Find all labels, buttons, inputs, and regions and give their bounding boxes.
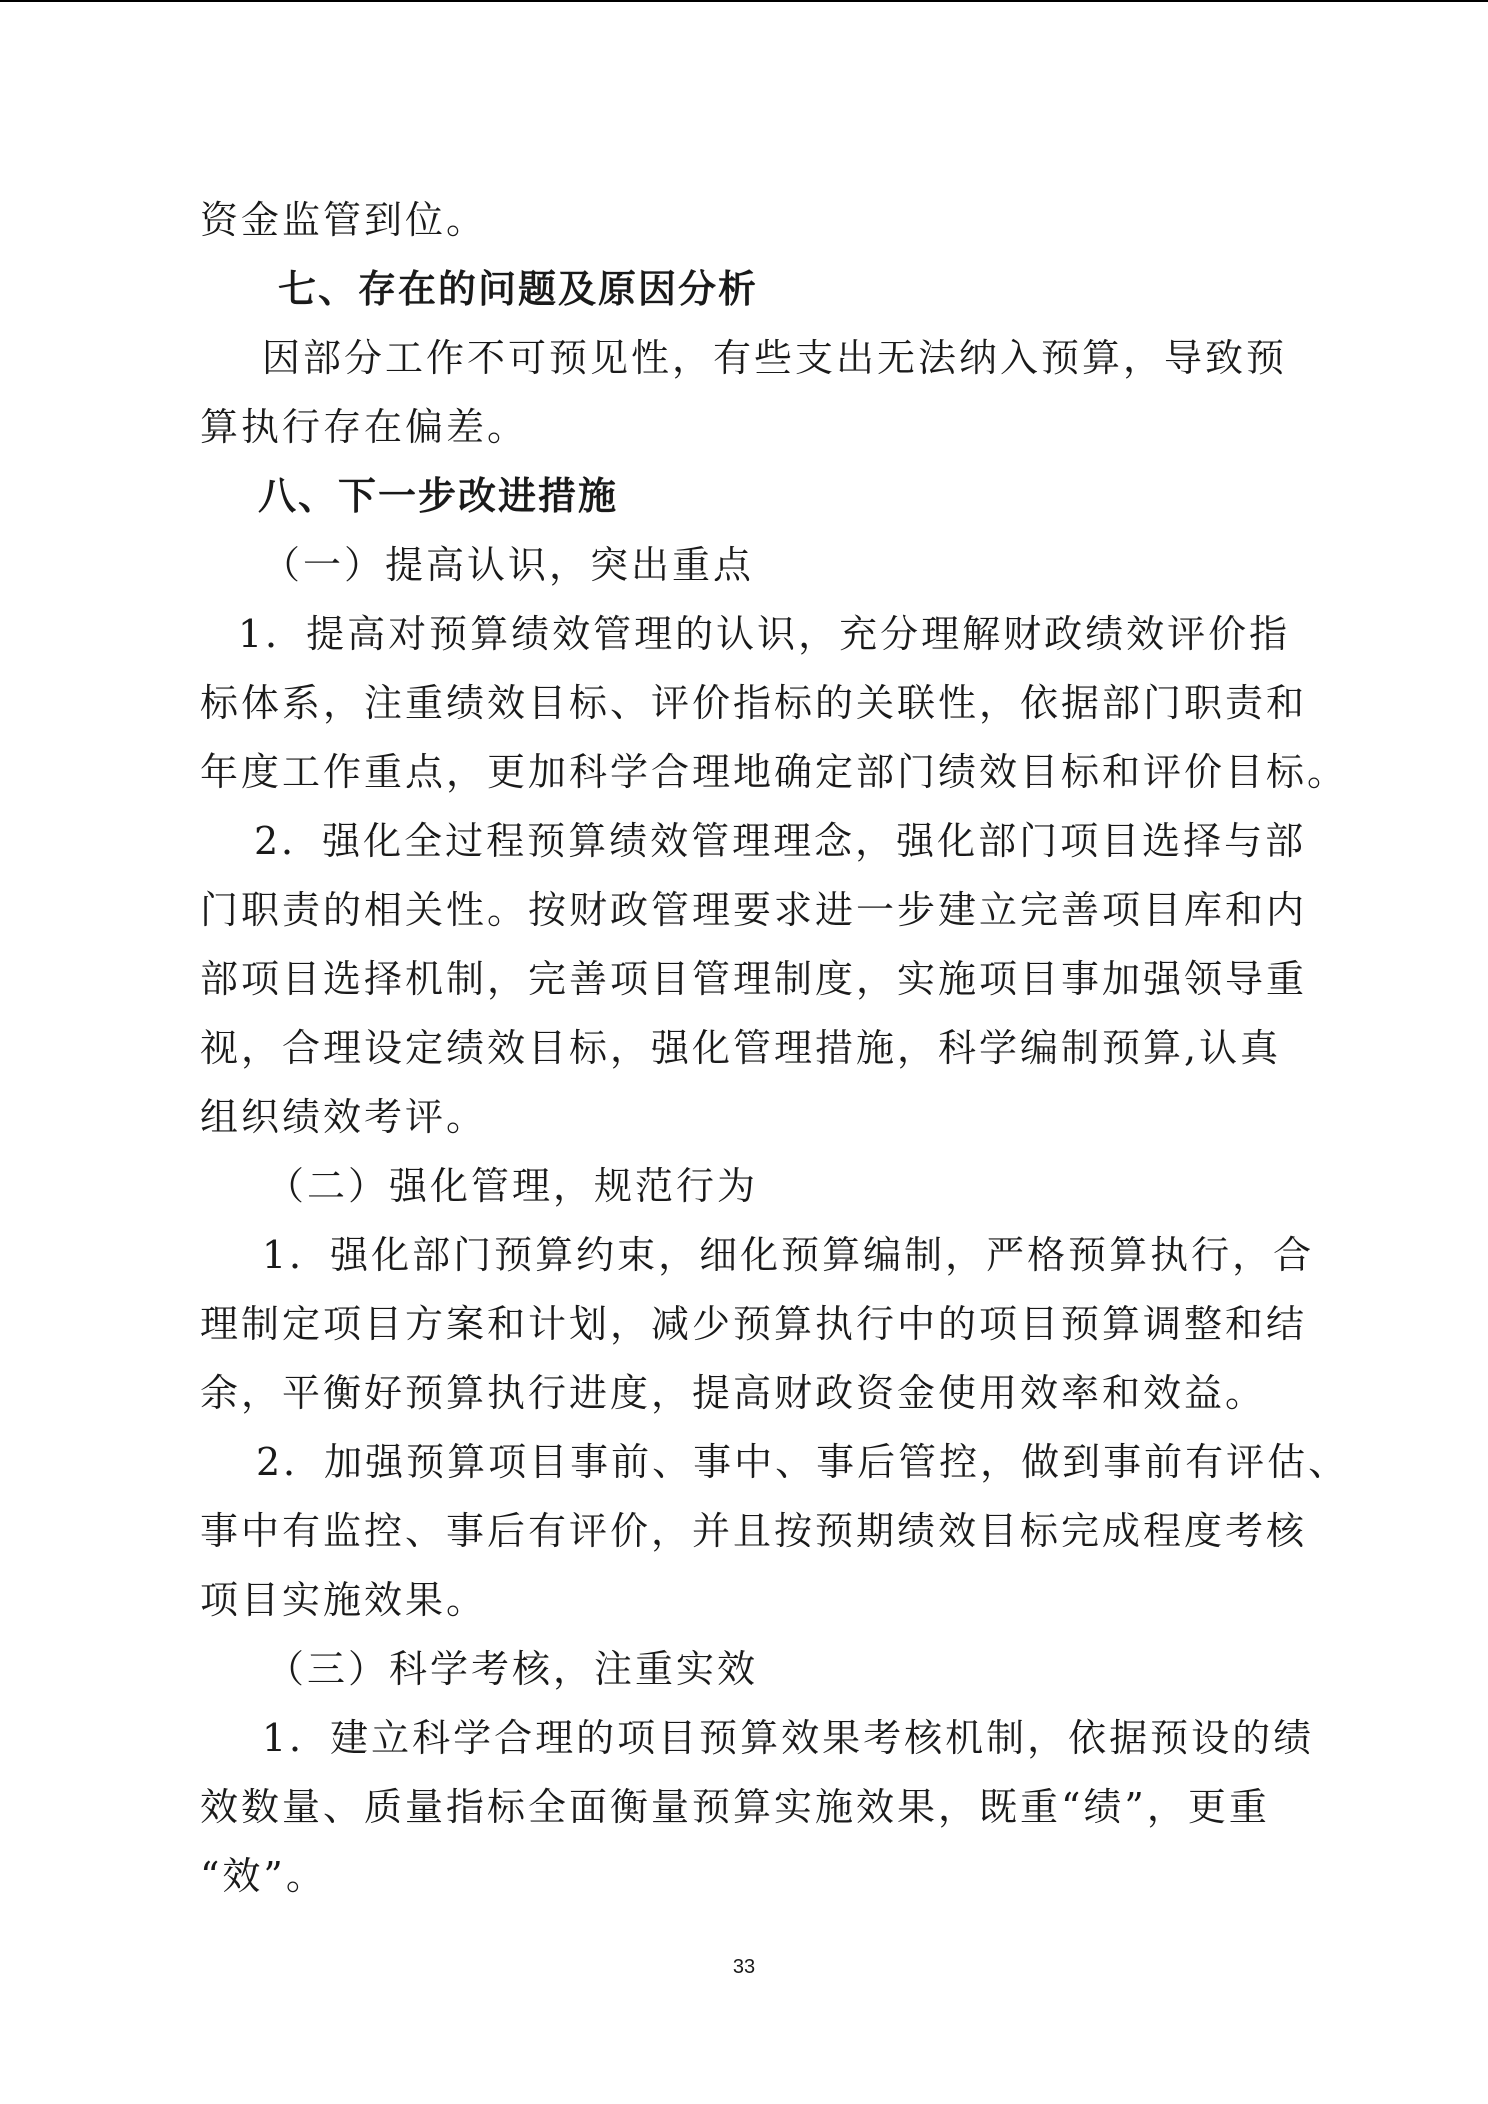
page-number: 33 [732,1956,756,1978]
body-text-line: “效”。 [200,1854,327,1898]
subsection-heading-one: （一）提高认识，突出重点 [262,543,755,587]
body-text-line: 1．提高对预算绩效管理的认识，充分理解财政绩效评价指 [238,612,1291,656]
body-text-line: 资金监管到位。 [200,198,488,242]
body-text-line: 1．强化部门预算约束，细化预算编制，严格预算执行，合 [262,1233,1315,1277]
body-text-line: 部项目选择机制，完善项目管理制度，实施项目事加强领导重 [200,957,1308,1001]
subsection-heading-two: （二）强化管理，规范行为 [266,1164,759,1208]
body-text-line: 年度工作重点，更加科学合理地确定部门绩效目标和评价目标。 [200,750,1349,794]
body-text-line: 门职责的相关性。按财政管理要求进一步建立完善项目库和内 [200,888,1308,932]
body-text-line: 视，合理设定绩效目标，强化管理措施，科学编制预算,认真 [200,1026,1282,1070]
body-text-line: 理制定项目方案和计划，减少预算执行中的项目预算调整和结 [200,1302,1308,1346]
body-text-line: 因部分工作不可预见性，有些支出无法纳入预算，导致预 [262,336,1288,380]
section-heading-eight: 八、下一步改进措施 [258,474,619,518]
section-heading-seven: 七、存在的问题及原因分析 [278,267,759,311]
body-text-line: 1．建立科学合理的项目预算效果考核机制，依据预设的绩 [262,1716,1315,1760]
subsection-heading-three: （三）科学考核，注重实效 [266,1647,759,1691]
body-text-line: 效数量、质量指标全面衡量预算实施效果，既重“绩”，更重 [200,1785,1270,1829]
body-text-line: 组织绩效考评。 [200,1095,488,1139]
body-text-line: 项目实施效果。 [200,1578,488,1622]
body-text-line: 2．加强预算项目事前、事中、事后管控，做到事前有评估、 [256,1440,1350,1484]
body-text-line: 事中有监控、事后有评价，并且按预期绩效目标完成程度考核 [200,1509,1308,1553]
body-text-line: 标体系，注重绩效目标、评价指标的关联性，依据部门职责和 [200,681,1308,725]
body-text-line: 算执行存在偏差。 [200,405,529,449]
body-text-line: 2．强化全过程预算绩效管理理念，强化部门项目选择与部 [254,819,1307,863]
body-text-line: 余，平衡好预算执行进度，提高财政资金使用效率和效益。 [200,1371,1267,1415]
